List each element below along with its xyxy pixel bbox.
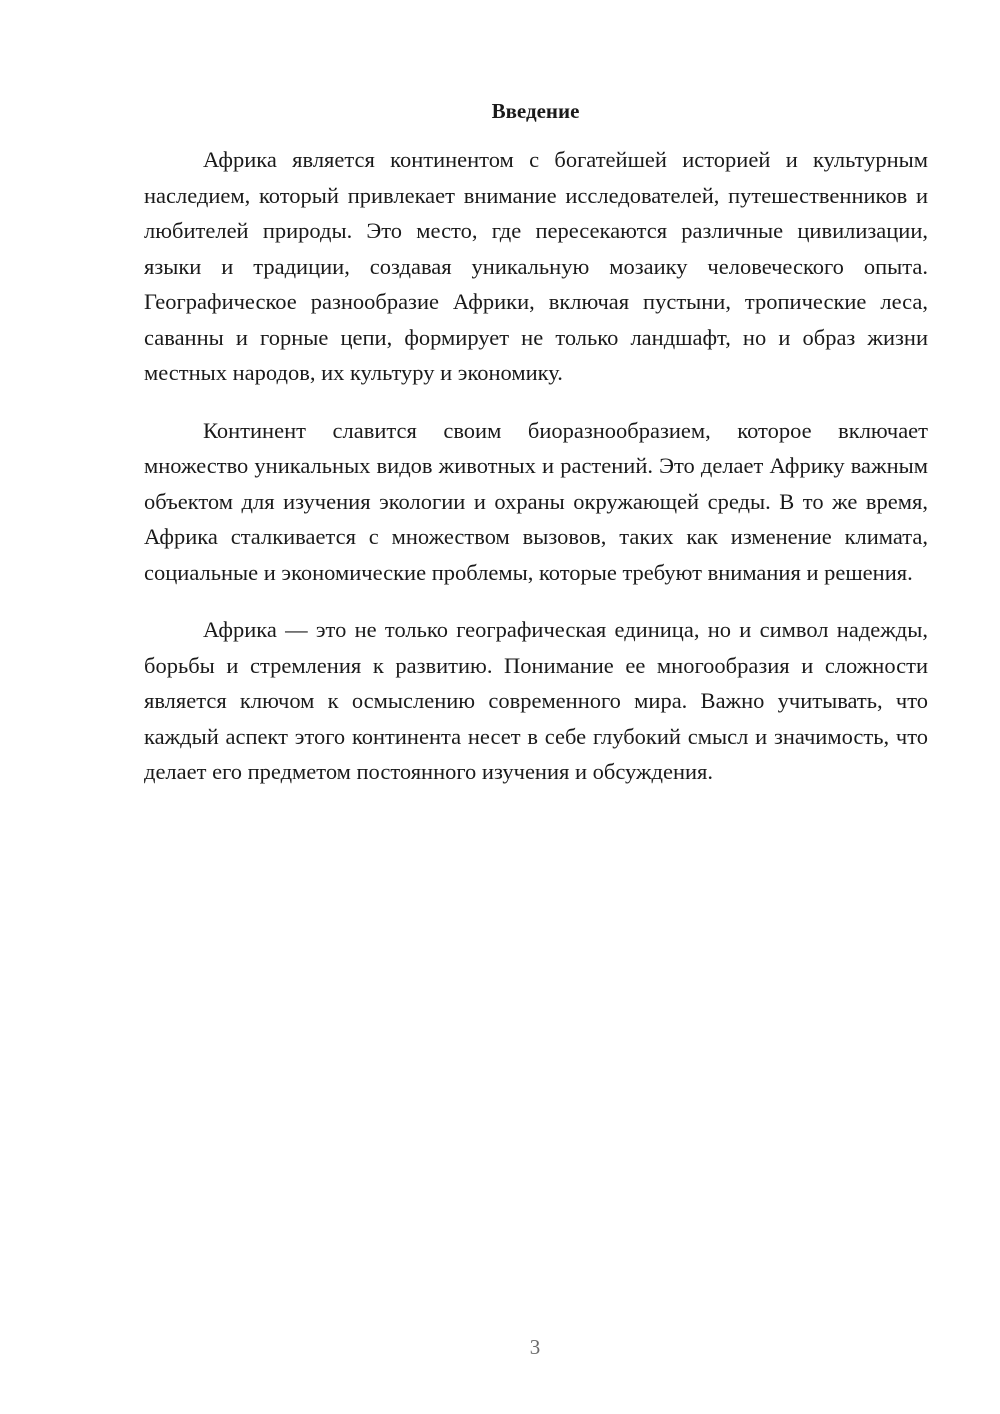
page-number: 3 xyxy=(529,1335,541,1359)
paragraph-3: Африка — это не только географическая единица, но и символ надежды, борьбы и стремления к развитию. Понимание ее многообразия и сложности является ключом к осмыслению современного мира. Важно учитывать, что каждый аспект этого континента несет в себе глубокий смысл и значимость, что делает его предметом постоянного изучения и обсуждения. xyxy=(144,617,928,784)
paragraph-1: Африка является континентом с богатейшей историей и культурным наследием, который привлекает внимание исследователей, путешественников и любителей природы. Это место, где пересекаются различные цивилизации, языки и традиции, создавая уникальную мозаику человеческого опыта. Географическое разнообразие Африки, включая пустыни, тропические леса, саванны и горные цепи, формирует не только ландшафт, но и образ жизни местных народов, их культуру и экономику. xyxy=(144,147,928,385)
body-text xyxy=(144,142,928,812)
paragraph-2: Континент славится своим биоразнообразием, которое включает множество уникальных видов животных и растений. Это делает Африку важным объектом для изучения экологии и охраны окружающей среды. В то же время, Африка сталкивается с множеством вызовов, таких как изменение климата, социальные и экономические проблемы, которые требуют внимания и решения. xyxy=(144,417,928,585)
section-title: Введение xyxy=(491,99,580,123)
